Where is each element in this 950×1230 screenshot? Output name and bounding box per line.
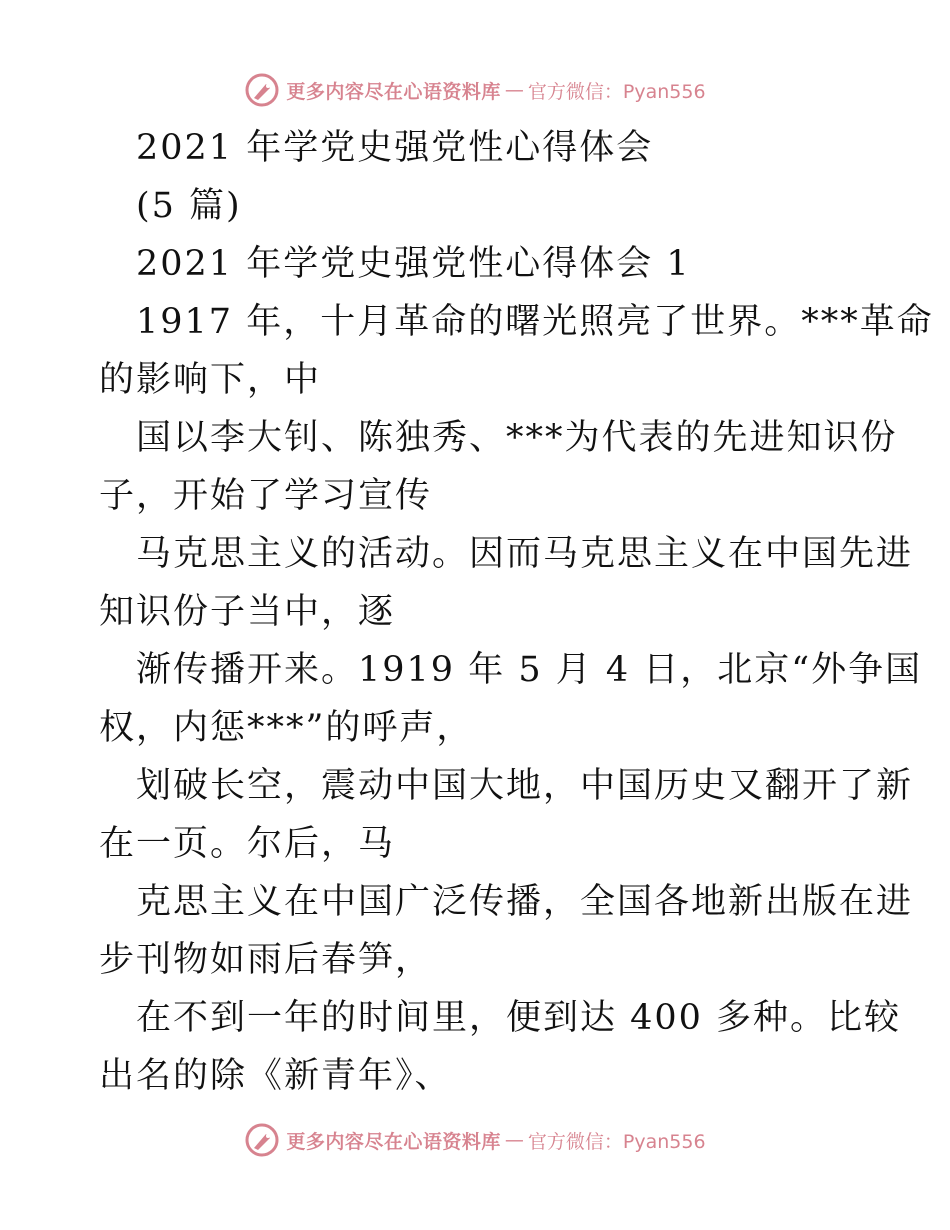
paragraph-line: 马克思主义的活动。因而马克思主义在中国先进 xyxy=(136,534,914,574)
banner-separator: — xyxy=(504,79,524,101)
footer-banner xyxy=(0,1118,950,1162)
paragraph-line: 子，开始了学习宣传 xyxy=(99,476,433,516)
doc-title: 2021 年学党史强党性心得体会 xyxy=(136,128,654,168)
paragraph-line: 步刊物如雨后春笋， xyxy=(99,940,433,980)
paragraph-line: 的影响下，中 xyxy=(99,360,322,400)
paragraph-line: 渐传播开来。1919 年 5 月 4 日，北京“外争国 xyxy=(136,650,923,690)
pen-nib-circle-icon xyxy=(244,72,280,108)
banner-brand: 更多内容尽在心语资料库 xyxy=(286,1130,501,1153)
section-heading: 2021 年学党史强党性心得体会 1 xyxy=(136,244,691,284)
doc-subtitle: (5 篇) xyxy=(136,186,242,226)
paragraph-line: 国以李大钊、陈独秀、***为代表的先进知识份 xyxy=(136,418,898,458)
banner-separator: — xyxy=(504,1129,524,1151)
paragraph-line: 在不到一年的时间里，便到达 400 多种。比较 xyxy=(136,998,902,1038)
header-banner xyxy=(0,68,950,112)
paragraph-line: 1917 年，十月革命的曙光照亮了世界。***革命 xyxy=(136,302,934,342)
paragraph-line: 在一页。尔后，马 xyxy=(99,824,396,864)
paragraph-line: 知识份子当中，逐 xyxy=(99,592,396,632)
paragraph-line: 划破长空，震动中国大地，中国历史又翻开了新 xyxy=(136,766,914,806)
paragraph-line: 出名的除《新青年》、 xyxy=(99,1056,452,1096)
pen-nib-circle-icon xyxy=(244,1122,280,1158)
banner-brand: 更多内容尽在心语资料库 xyxy=(286,80,501,103)
paragraph-line: 权，内惩***”的呼声， xyxy=(99,708,474,748)
banner-wechat: 官方微信：Pyan556 xyxy=(527,80,706,103)
banner-wechat: 官方微信：Pyan556 xyxy=(527,1130,706,1153)
paragraph-line: 克思主义在中国广泛传播，全国各地新出版在进 xyxy=(136,882,914,922)
